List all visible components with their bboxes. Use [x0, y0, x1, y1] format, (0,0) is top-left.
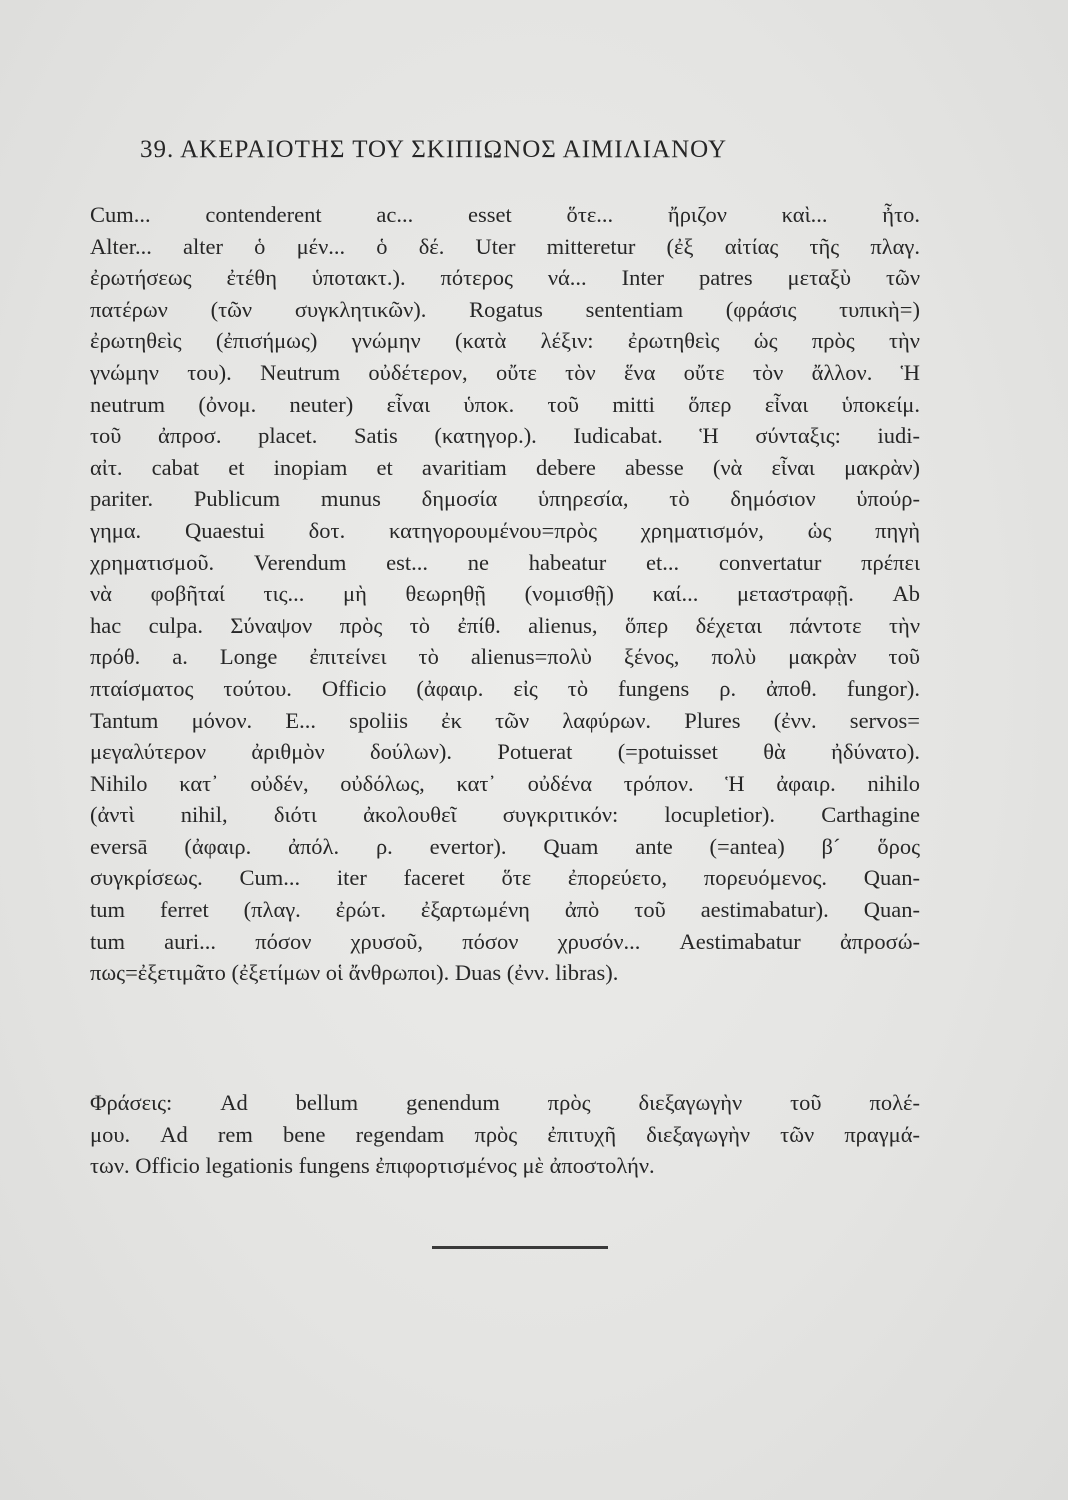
commentary-paragraph — [90, 199, 920, 989]
text-line: γημα. Quaestui δοτ. κατηγορουμένου=πρὸς χρηματισμόν, ὡς πηγὴ — [90, 517, 920, 543]
text-line: γνώμην του). Neutrum οὐδέτερον, οὔτε τὸν ἕνα οὔτε τὸν ἄλλον. Ἡ — [90, 359, 920, 385]
text-line: pariter. Publicum munus δημοσία ὑπηρεσία, τὸ δημόσιον ὑπούρ- — [90, 486, 920, 512]
chapter-title: 39. ΑΚΕΡΑΙΟΤΗΣ ΤΟΥ ΣΚΙΠΙΩΝΟΣ ΑΙΜΙΛΙΑΝΟΥ — [140, 136, 728, 163]
text-line: neutrum (ὀνομ. neuter) εἶναι ὑποκ. τοῦ mitti ὅπερ εἶναι ὑποκείμ. — [90, 391, 920, 417]
text-line: χρηματισμοῦ. Verendum est... ne habeatur et... convertatur πρέπει — [90, 549, 920, 575]
text-line: μου. Ad rem bene regendam πρὸς ἐπιτυχῆ διεξαγωγὴν τῶν πραγμά- — [90, 1121, 920, 1147]
text-line: (ἀντὶ nihil, διότι ἀκολουθεῖ συγκριτικόν: locupletior). Carthagine — [90, 802, 920, 828]
text-line: Nihilo κατ᾽ οὐδέν, οὐδόλως, κατ᾽ οὐδένα τρόπον. Ἡ ἀφαιρ. nihilo — [90, 770, 920, 796]
text-line: αἰτ. cabat et inopiam et avaritiam debere abesse (νὰ εἶναι μακρὰν) — [90, 454, 920, 480]
text-line: μεγαλύτερον ἀριθμὸν δούλων). Potuerat (=potuisset θὰ ἠδύνατο). — [90, 739, 920, 765]
text-line: Tantum μόνον. E... spoliis ἐκ τῶν λαφύρων. Plures (ἐνν. servos= — [90, 707, 920, 733]
text-line: Cum... contenderent ac... esset ὅτε... ἤριζον καὶ... ἦτο. — [90, 202, 920, 227]
text-line: hac culpa. Σύναψον πρὸς τὸ ἐπίθ. alienus, ὅπερ δέχεται πάντοτε τὴν — [90, 612, 920, 638]
text-line: Alter... alter ὁ μέν... ὁ δέ. Uter mitteretur (ἐξ αἰτίας τῆς πλαγ. — [90, 233, 920, 259]
text-line: ἐρωτηθεὶς (ἐπισήμως) γνώμην (κατὰ λέξιν: ἐρωτηθεὶς ὡς πρὸς τὴν — [90, 328, 920, 354]
text-line: eversā (ἀφαιρ. ἀπόλ. ρ. evertor). Quam ante (=antea) β´ ὅρος — [90, 833, 920, 859]
phrases-paragraph — [90, 1087, 920, 1182]
text-line: πως=ἐξετιμᾶτο (ἐξετίμων οἱ ἄνθρωποι). Duas (ἐνν. libras). — [90, 960, 619, 986]
text-line: νὰ φοβῆταί τις... μὴ θεωρηθῇ (νομισθῇ) καί... μεταστραφῇ. Ab — [90, 581, 920, 607]
text-line: τοῦ ἀπροσ. placet. Satis (κατηγορ.). Iudicabat. Ἡ σύνταξις: iudi- — [90, 423, 920, 449]
text-line: ἐρωτήσεως ἐτέθη ὑποτακτ.). πότερος νά... Inter patres μεταξὺ τῶν — [90, 265, 920, 291]
section-divider — [432, 1246, 608, 1249]
text-line: πατέρων (τῶν συγκλητικῶν). Rogatus sententiam (φράσις τυπικὴ=) — [90, 296, 920, 322]
text-line: πρόθ. a. Longe ἐπιτείνει τὸ alienus=πολὺ ξένος, πολὺ μακρὰν τοῦ — [90, 644, 920, 670]
text-line: tum auri... πόσον χρυσοῦ, πόσον χρυσόν... Aestimabatur ἀπροσώ- — [90, 928, 920, 954]
text-line: των. Officio legationis fungens ἐπιφορτισμένος μὲ ἀποστολήν. — [90, 1153, 655, 1179]
text-line: πταίσματος τούτου. Officio (ἀφαιρ. εἰς τὸ fungens ρ. ἀποθ. fungor). — [90, 675, 920, 701]
text-line: Φράσεις: Ad bellum genendum πρὸς διεξαγωγὴν τοῦ πολέ- — [90, 1090, 920, 1115]
text-line: συγκρίσεως. Cum... iter faceret ὅτε ἐπορεύετο, πορευόμενος. Quan- — [90, 865, 920, 891]
text-line: tum ferret (πλαγ. ἐρώτ. ἐξαρτωμένη ἀπὸ τοῦ aestimabatur). Quan- — [90, 897, 920, 923]
